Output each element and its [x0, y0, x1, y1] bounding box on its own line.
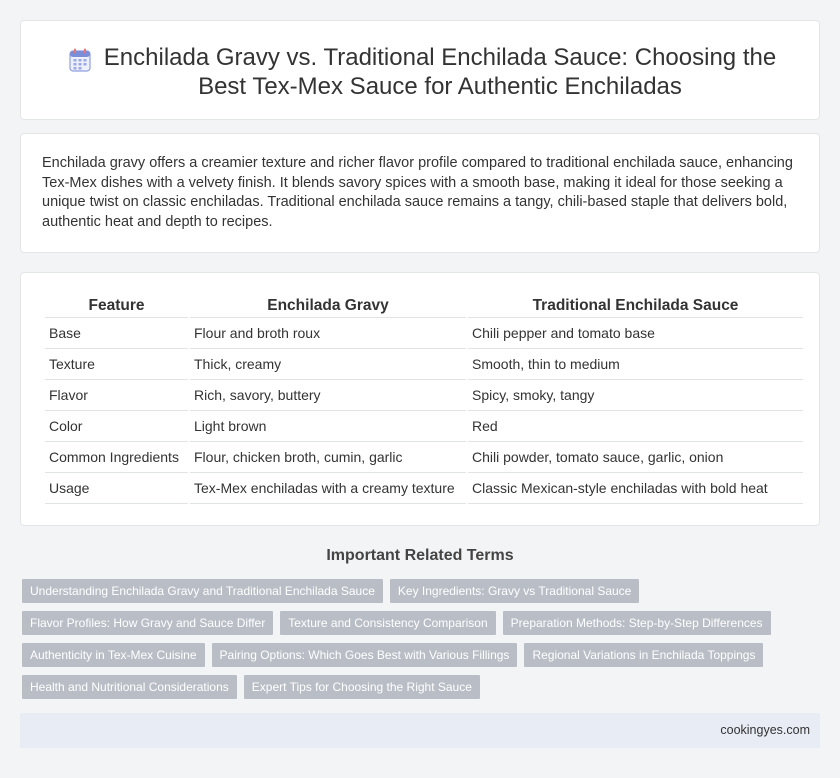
- related-term-tag[interactable]: Health and Nutritional Considerations: [22, 675, 237, 699]
- related-term-tag[interactable]: Pairing Options: Which Goes Best with Various Fillings: [212, 643, 518, 667]
- table-header-row: [45, 295, 803, 318]
- table-cell: Flour, chicken broth, cumin, garlic: [190, 442, 466, 473]
- table-cell: Chili powder, tomato sauce, garlic, onion: [468, 442, 803, 473]
- related-term-tag[interactable]: Preparation Methods: Step-by-Step Differences: [503, 611, 771, 635]
- table-cell: Red: [468, 411, 803, 442]
- related-term-tag[interactable]: Flavor Profiles: How Gravy and Sauce Differ: [22, 611, 273, 635]
- table-cell: Rich, savory, buttery: [190, 380, 466, 411]
- related-term-tag[interactable]: Authenticity in Tex-Mex Cuisine: [22, 643, 205, 667]
- table-cell: Base: [45, 318, 188, 349]
- table-cell: Texture: [45, 349, 188, 380]
- related-terms-list: [22, 579, 782, 707]
- footer-site-name: cookingyes.com: [720, 723, 810, 737]
- page-title: Enchilada Gravy vs. Traditional Enchilada Sauce: Choosing the Best Tex-Mex Sauce for Authentic Enchiladas: [103, 44, 777, 100]
- table-cell: Light brown: [190, 411, 466, 442]
- column-header-traditional-sauce: Traditional Enchilada Sauce: [468, 295, 803, 318]
- title-card: [20, 20, 820, 120]
- column-header-enchilada-gravy: Enchilada Gravy: [190, 295, 466, 318]
- table-cell: Tex-Mex enchiladas with a creamy texture: [190, 473, 466, 504]
- table-row: [45, 380, 803, 411]
- related-term-tag[interactable]: Regional Variations in Enchilada Toppings: [524, 643, 763, 667]
- table-cell: Common Ingredients: [45, 442, 188, 473]
- comparison-table-card: [20, 272, 820, 526]
- table-cell: Color: [45, 411, 188, 442]
- table-cell: Flavor: [45, 380, 188, 411]
- table-cell: Thick, creamy: [190, 349, 466, 380]
- tag-row: [22, 675, 782, 699]
- tag-row: [22, 579, 782, 603]
- table-cell: Flour and broth roux: [190, 318, 466, 349]
- related-term-tag[interactable]: Understanding Enchilada Gravy and Traditional Enchilada Sauce: [22, 579, 383, 603]
- related-terms-heading: Important Related Terms: [326, 547, 514, 564]
- tag-row: [22, 611, 782, 635]
- intro-card: [20, 133, 820, 253]
- related-term-tag[interactable]: Texture and Consistency Comparison: [280, 611, 495, 635]
- table-cell: Chili pepper and tomato base: [468, 318, 803, 349]
- column-header-feature: Feature: [45, 295, 188, 318]
- intro-paragraph: Enchilada gravy offers a creamier texture and richer flavor profile compared to traditional enchilada sauce, enhancing Tex-Mex dishes with a velvety finish. It blends savory spices with a smooth base, making it ideal for those seeking a unique twist on classic enchiladas. Traditional enchilada sauce remains a tangy, chili-based staple that delivers bold, authentic heat and depth to recipes.: [42, 155, 793, 230]
- table-row: [45, 318, 803, 349]
- table-cell: Spicy, smoky, tangy: [468, 380, 803, 411]
- related-term-tag[interactable]: Key Ingredients: Gravy vs Traditional Sauce: [390, 579, 639, 603]
- table-cell: Usage: [45, 473, 188, 504]
- related-term-tag[interactable]: Expert Tips for Choosing the Right Sauce: [244, 675, 480, 699]
- table-row: [45, 442, 803, 473]
- table-cell: Classic Mexican-style enchiladas with bold heat: [468, 473, 803, 504]
- table-row: [45, 349, 803, 380]
- table-cell: Smooth, thin to medium: [468, 349, 803, 380]
- table-row: [45, 473, 803, 504]
- comparison-table: [43, 295, 805, 504]
- table-row: [45, 411, 803, 442]
- footer: [20, 713, 820, 748]
- tag-row: [22, 643, 782, 667]
